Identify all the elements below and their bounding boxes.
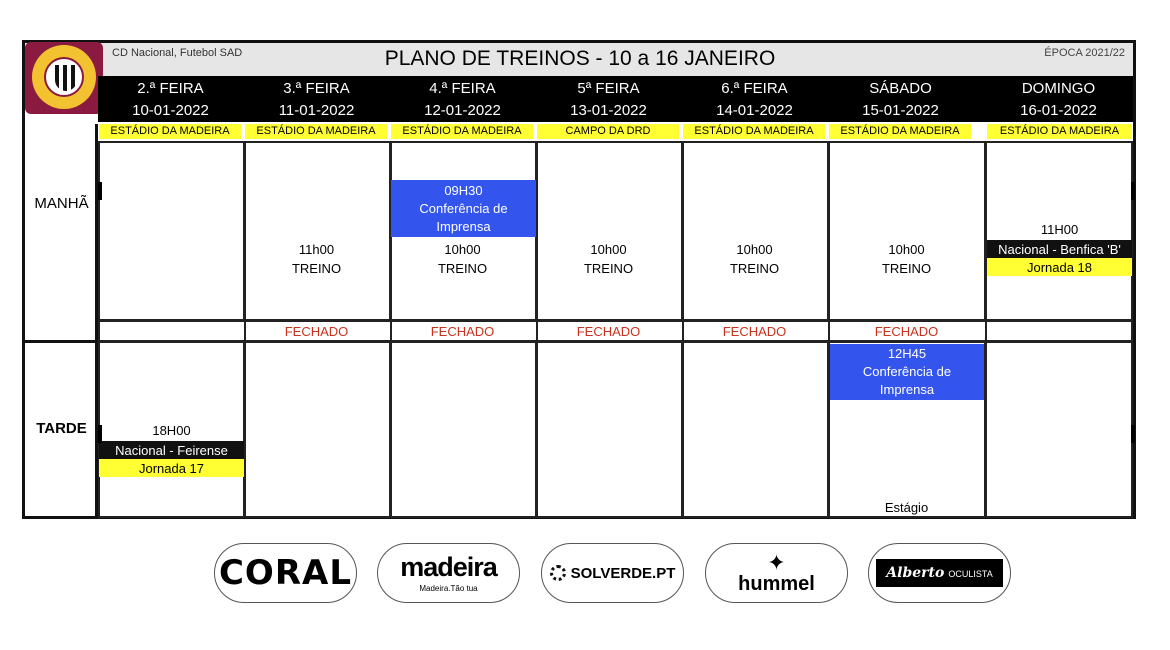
bee-icon: ✦	[767, 550, 786, 575]
sponsor-coral	[214, 543, 357, 603]
venue-wed: ESTÁDIO DA MADEIRA	[391, 124, 533, 139]
sponsor-hummel	[705, 543, 848, 603]
venue-tue: ESTÁDIO DA MADEIRA	[245, 124, 387, 139]
venue-sat: ESTÁDIO DA MADEIRA	[829, 124, 971, 139]
day-header-tue: 3.ª FEIRA 11-01-2022	[278, 80, 355, 119]
sponsor-solverde-logo: SOLVERDE.PT	[570, 564, 676, 582]
sep	[682, 320, 684, 342]
notch	[98, 182, 102, 200]
cell-thu-morning	[536, 141, 683, 321]
row-label-afternoon: TARDE	[36, 420, 87, 437]
club-logo-shield	[44, 57, 84, 97]
cell-wed-afternoon	[390, 341, 537, 518]
training-thu: 10h00 TREINO	[583, 242, 634, 276]
sep	[828, 320, 830, 342]
cell-fri-morning	[682, 141, 829, 321]
sunday-match-time: 11H00	[1040, 222, 1079, 237]
sep	[244, 320, 246, 342]
sponsor-hummel-logo: hummel	[738, 573, 815, 595]
sponsor-solverde	[541, 543, 684, 603]
sponsor-alberto-sub: OCULISTA	[948, 569, 993, 579]
cell-tue-afternoon	[244, 341, 391, 518]
cell-fri-afternoon	[682, 341, 829, 518]
day-header-sun: DOMINGO 16-01-2022	[1020, 80, 1097, 119]
sunday-match-teams: Nacional - Benfica 'B'	[987, 240, 1132, 258]
day-header-sat: SÁBADO 15-01-2022	[862, 80, 939, 119]
day-header-fri: 6.ª FEIRA 14-01-2022	[716, 80, 793, 119]
row-label-column	[25, 124, 98, 516]
venue-mon: ESTÁDIO DA MADEIRA	[99, 124, 241, 139]
day-header-wed: 4.ª FEIRA 12-01-2022	[424, 80, 501, 119]
press-conference-wed: 09H30 Conferência de Imprensa	[391, 180, 536, 237]
club-name: CD Nacional, Futebol SAD	[112, 47, 243, 59]
sponsor-alberto-logo: Alberto	[886, 565, 945, 581]
notch	[1131, 182, 1135, 200]
sunday-match-round: Jornada 18	[987, 258, 1132, 276]
day-header-mon: 2.ª FEIRA 10-01-2022	[132, 80, 209, 119]
training-fri: 10h00 TREINO	[729, 242, 780, 276]
closed-wed: FECHADO	[430, 323, 495, 339]
sep	[985, 320, 987, 342]
season-label: ÉPOCA 2021/22	[1044, 47, 1125, 59]
row-label-morning: MANHÃ	[34, 195, 89, 212]
closed-sat: FECHADO	[874, 323, 939, 339]
closed-thu: FECHADO	[576, 323, 641, 339]
notch	[1131, 425, 1135, 443]
training-tue: 11h00 TREINO	[291, 242, 342, 276]
venue-thu: CAMPO DA DRD	[537, 124, 679, 139]
closed-tue: FECHADO	[284, 323, 349, 339]
training-wed: 10h00 TREINO	[437, 242, 488, 276]
stage-label: Estágio	[884, 500, 929, 515]
sep	[390, 320, 392, 342]
cell-thu-afternoon	[536, 341, 683, 518]
sun-icon	[550, 565, 566, 581]
cell-sun-afternoon	[985, 341, 1133, 518]
notch	[98, 425, 102, 443]
sponsor-madeira-tagline: Madeira.Tão tua	[419, 583, 478, 593]
monday-match-time: 18H00	[152, 423, 191, 438]
sponsor-coral-logo: CORAL	[218, 553, 352, 593]
venue-sun: ESTÁDIO DA MADEIRA	[987, 124, 1132, 139]
monday-match-round: Jornada 17	[99, 459, 244, 477]
sponsor-alberto	[868, 543, 1011, 603]
day-header-thu: 5ª FEIRA 13-01-2022	[570, 80, 647, 119]
training-sat: 10h00 TREINO	[881, 242, 932, 276]
cell-mon-morning	[98, 141, 245, 321]
press-conference-sat: 12H45 Conferência de Imprensa	[830, 344, 984, 400]
monday-match-teams: Nacional - Feirense	[99, 441, 244, 459]
closed-fri: FECHADO	[722, 323, 787, 339]
sponsor-madeira	[377, 543, 520, 603]
sep	[536, 320, 538, 342]
venue-fri: ESTÁDIO DA MADEIRA	[683, 124, 825, 139]
cell-tue-morning	[244, 141, 391, 321]
sponsor-madeira-logo: madeira	[400, 551, 497, 582]
page-title: PLANO DE TREINOS - 10 a 16 JANEIRO	[384, 47, 776, 70]
cell-sat-morning	[828, 141, 986, 321]
